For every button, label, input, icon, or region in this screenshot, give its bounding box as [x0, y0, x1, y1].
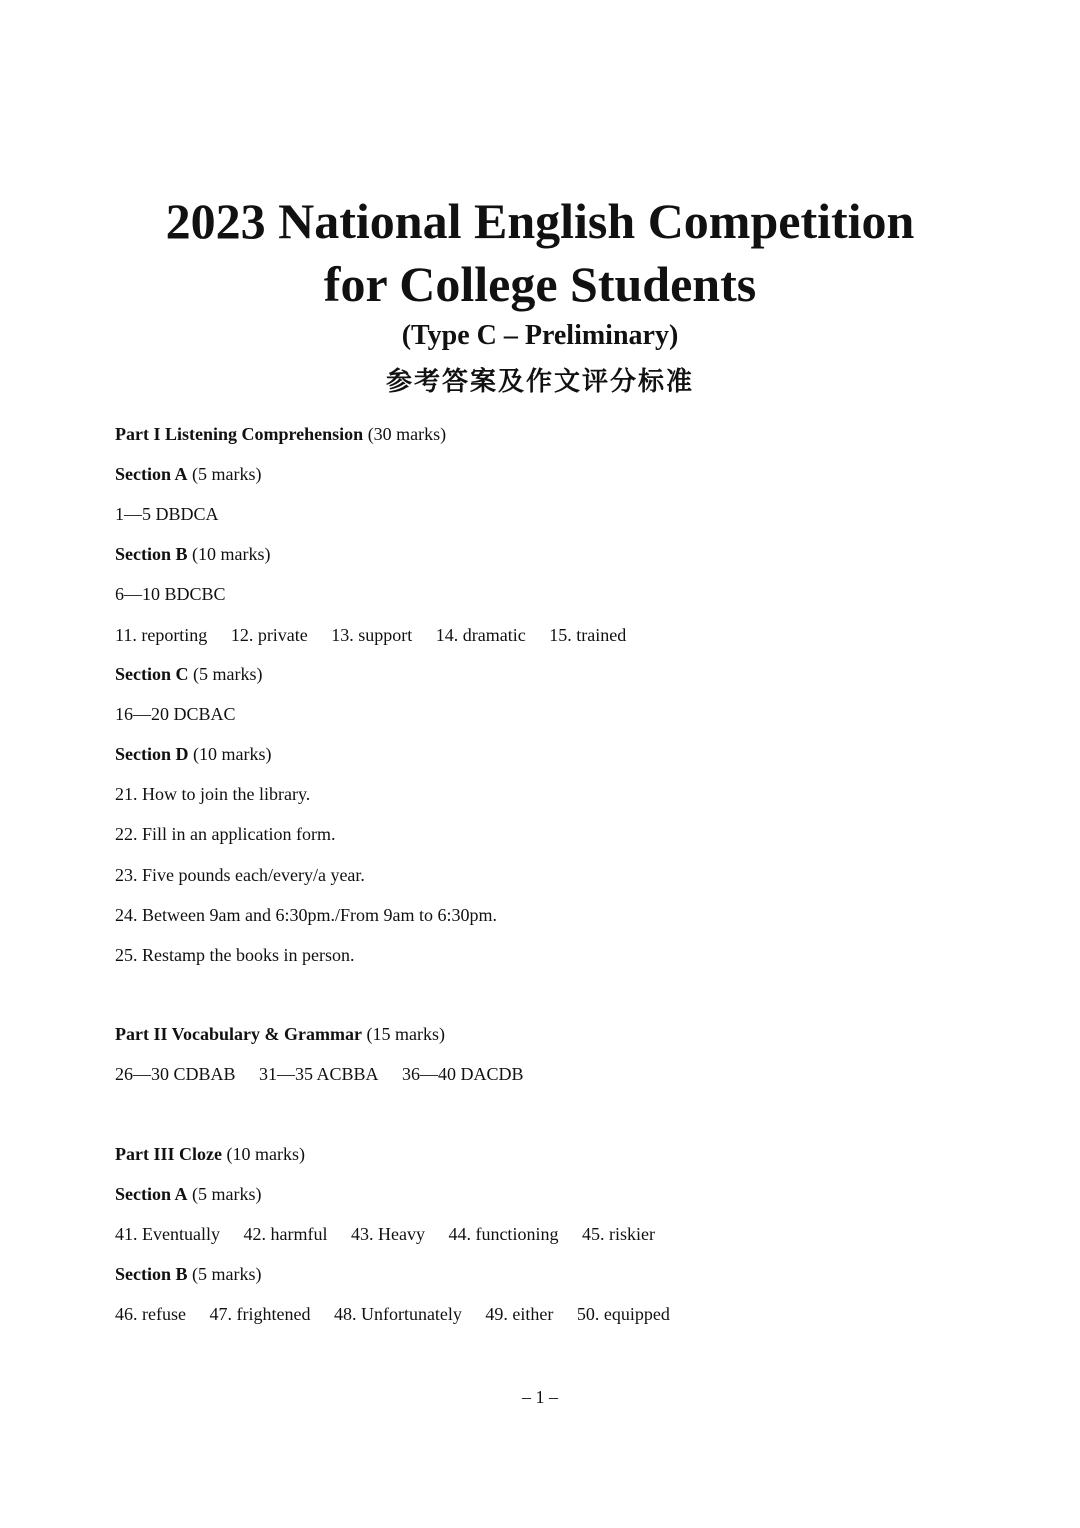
- answer-item: 31—35 ACBBA: [259, 1064, 379, 1084]
- section-b-title: Section B: [115, 544, 188, 564]
- part3-marks: (10 marks): [226, 1144, 305, 1164]
- part3-section-b-heading: [115, 1262, 262, 1286]
- answer-key-title: 参考答案及作文评分标准: [385, 367, 694, 397]
- document-title-line-2: for College Students: [323, 256, 757, 312]
- part2-answers: [115, 1062, 524, 1086]
- answer-item: 47. frightened: [209, 1304, 311, 1324]
- answer-item: 45. riskier: [581, 1224, 655, 1244]
- part3-section-a-title: Section A: [115, 1184, 188, 1204]
- answer-item: 15. trained: [549, 625, 627, 645]
- section-d-marks: (10 marks): [193, 744, 272, 764]
- page-number: – 1 –: [522, 1387, 558, 1407]
- part3-heading: [115, 1142, 305, 1166]
- answer-item: 12. private: [230, 625, 308, 645]
- section-b-answers: 6—10 BDCBC: [115, 584, 226, 604]
- section-b-heading: [115, 542, 271, 566]
- part2-heading: [115, 1022, 445, 1046]
- section-a-marks: (5 marks): [192, 464, 262, 484]
- part3-section-a-marks: (5 marks): [192, 1184, 262, 1204]
- section-b-word-answers: [115, 623, 626, 647]
- part1-marks: (30 marks): [367, 424, 447, 444]
- answer-item: 49. either: [485, 1304, 554, 1324]
- document-subtitle: (Type C – Preliminary): [401, 320, 679, 351]
- section-b-marks: (10 marks): [192, 544, 271, 564]
- answer-item: 26—30 CDBAB: [115, 1064, 236, 1084]
- answer-item: 48. Unfortunately: [333, 1304, 462, 1324]
- answer-item: 14. dramatic: [435, 625, 526, 645]
- part2-marks: (15 marks): [366, 1024, 445, 1044]
- answer-item: 21. How to join the library.: [115, 784, 311, 804]
- answer-item: 24. Between 9am and 6:30pm./From 9am to 6:30pm.: [115, 905, 497, 925]
- answer-item: 36—40 DACDB: [402, 1064, 524, 1084]
- part1-heading: [115, 422, 446, 446]
- part3-section-b-answers: [115, 1302, 670, 1326]
- answer-item: 23. Five pounds each/every/a year.: [115, 865, 365, 885]
- part3-section-a-answers: [115, 1222, 655, 1246]
- part1-title: Part I Listening Comprehension: [115, 424, 364, 444]
- section-c-answers: 16—20 DCBAC: [115, 704, 236, 724]
- section-a-answers: 1—5 DBDCA: [115, 504, 219, 524]
- answer-item: 44. functioning: [448, 1224, 559, 1244]
- part3-title: Part III Cloze: [115, 1144, 222, 1164]
- answer-item: 25. Restamp the books in person.: [115, 945, 355, 965]
- section-d-title: Section D: [115, 744, 189, 764]
- answer-item: 13. support: [331, 625, 413, 645]
- answer-item: 11. reporting: [115, 625, 208, 645]
- answer-item: 50. equipped: [576, 1304, 670, 1324]
- section-a-title: Section A: [115, 464, 188, 484]
- document-title-line-1: 2023 National English Competition: [165, 193, 915, 249]
- answer-item: 46. refuse: [115, 1304, 186, 1324]
- section-a-heading: [115, 462, 262, 486]
- part2-title: Part II Vocabulary & Grammar: [115, 1024, 362, 1044]
- part3-section-b-marks: (5 marks): [192, 1264, 262, 1284]
- answer-item: 41. Eventually: [115, 1224, 220, 1244]
- part3-section-b-title: Section B: [115, 1264, 188, 1284]
- section-c-heading: [115, 662, 262, 686]
- section-c-marks: (5 marks): [193, 664, 263, 684]
- answer-item: 42. harmful: [243, 1224, 328, 1244]
- section-c-title: Section C: [115, 664, 189, 684]
- part3-section-a-heading: [115, 1182, 262, 1206]
- answer-item: 43. Heavy: [350, 1224, 425, 1244]
- answer-item: 22. Fill in an application form.: [115, 824, 336, 844]
- section-d-heading: [115, 742, 271, 766]
